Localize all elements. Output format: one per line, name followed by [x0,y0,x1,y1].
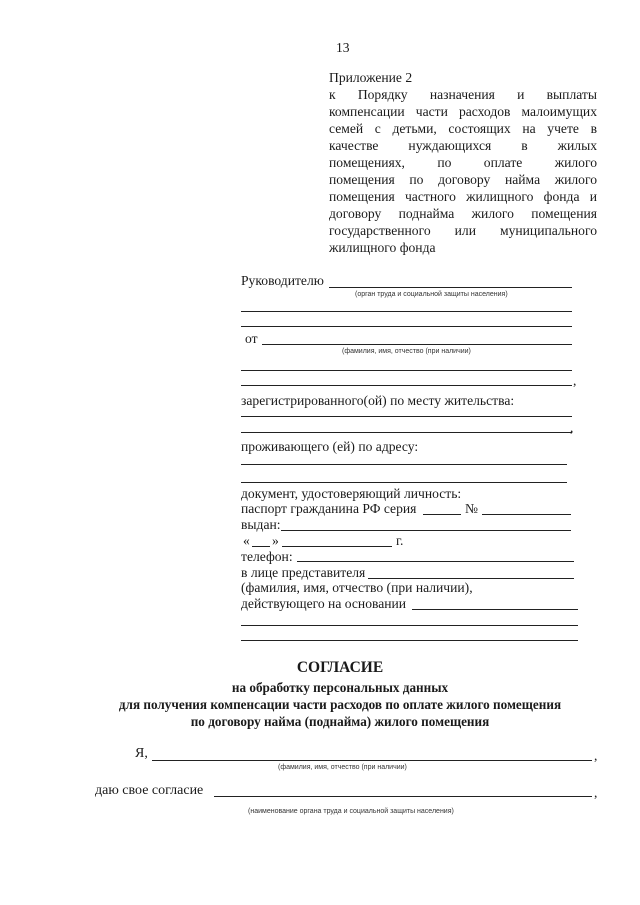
page-number: 13 [336,40,350,55]
passport-number-field[interactable] [482,514,571,515]
living-field-line[interactable] [241,482,567,483]
issue-month-field[interactable] [282,546,392,547]
consent-title: СОГЛАСИЕ [296,659,384,676]
acting-label: действующего на основании [241,596,407,611]
comma: , [573,373,577,388]
from-label: от [245,331,258,346]
organ-caption: (наименование органа труда и социальной защиты населения) [248,808,454,815]
issue-day-field[interactable] [252,546,270,547]
comma: , [594,748,598,763]
acting-basis-field[interactable] [412,609,578,610]
head-field-line[interactable] [241,326,572,327]
representative-field[interactable] [368,578,574,579]
appendix-line: помещения по договору найма жилого [329,172,597,187]
comma: , [570,420,574,435]
date-open-quote: « [243,533,250,548]
from-field-line[interactable] [241,370,572,371]
consent-subtitle-3: по договору найма (поднайма) жилого помещения [190,714,490,729]
issued-field[interactable] [281,530,571,531]
living-label: проживающего (ей) по адресу: [241,439,419,454]
living-field-line[interactable] [241,464,567,465]
number-sign: № [465,501,478,516]
phone-label: телефон: [241,549,293,564]
passport-series-field[interactable] [423,514,461,515]
date-close-quote: » [272,533,279,548]
head-field[interactable] [329,287,572,288]
head-caption: (орган труда и социальной защиты населения) [355,291,508,298]
registered-field-line[interactable] [241,416,572,417]
appendix-title: Приложение 2 [329,70,413,85]
consent-subtitle-2: для получения компенсации части расходов по оплате жилого помещения [118,697,562,712]
appendix-line: семей с детьми, состоящих на учете в [329,121,597,136]
id-doc-label: документ, удостоверяющий личность: [241,486,462,501]
representative-fio-label: (фамилия, имя, отчество (при наличии), [241,580,473,595]
organ-field[interactable] [214,796,592,797]
give-consent-label: даю свое согласие [95,783,204,798]
appendix-line: договору поднайма жилого помещения [329,206,597,221]
representative-label: в лице представителя [241,565,366,580]
passport-label: паспорт гражданина РФ серия [241,501,417,516]
appendix-header [329,69,597,256]
head-label: Руководителю [241,273,324,288]
consent-subtitle-1: на обработку персональных данных [231,680,449,695]
appendix-line: государственного или муниципального [329,223,597,238]
from-caption: (фамилия, имя, отчество (при наличии) [342,348,471,355]
head-field-line[interactable] [241,311,572,312]
from-field-line[interactable] [241,385,572,386]
i-label: Я, [135,746,148,761]
issued-label: выдан: [241,517,281,532]
appendix-line: жилищного фонда [329,240,436,255]
registered-label: зарегистрированного(ой) по месту жительства: [241,393,515,408]
appendix-line: к Порядку назначения и выплаты [329,87,597,102]
comma: , [594,785,598,800]
phone-field[interactable] [297,561,574,562]
appendix-line: компенсации части расходов малоимущих [329,104,597,119]
fio-field[interactable] [152,760,592,761]
registered-field-line[interactable] [241,432,572,433]
from-field[interactable] [262,344,572,345]
appendix-line: помещениях, по оплате жилого [329,155,597,170]
acting-basis-field-line[interactable] [241,625,578,626]
acting-basis-field-line[interactable] [241,640,578,641]
appendix-line: качестве нуждающихся в жилых [329,138,597,153]
appendix-line: помещения частного жилищного фонда и [329,189,597,204]
year-suffix: г. [396,533,404,548]
fio-caption: (фамилия, имя, отчество (при наличии) [278,764,407,771]
